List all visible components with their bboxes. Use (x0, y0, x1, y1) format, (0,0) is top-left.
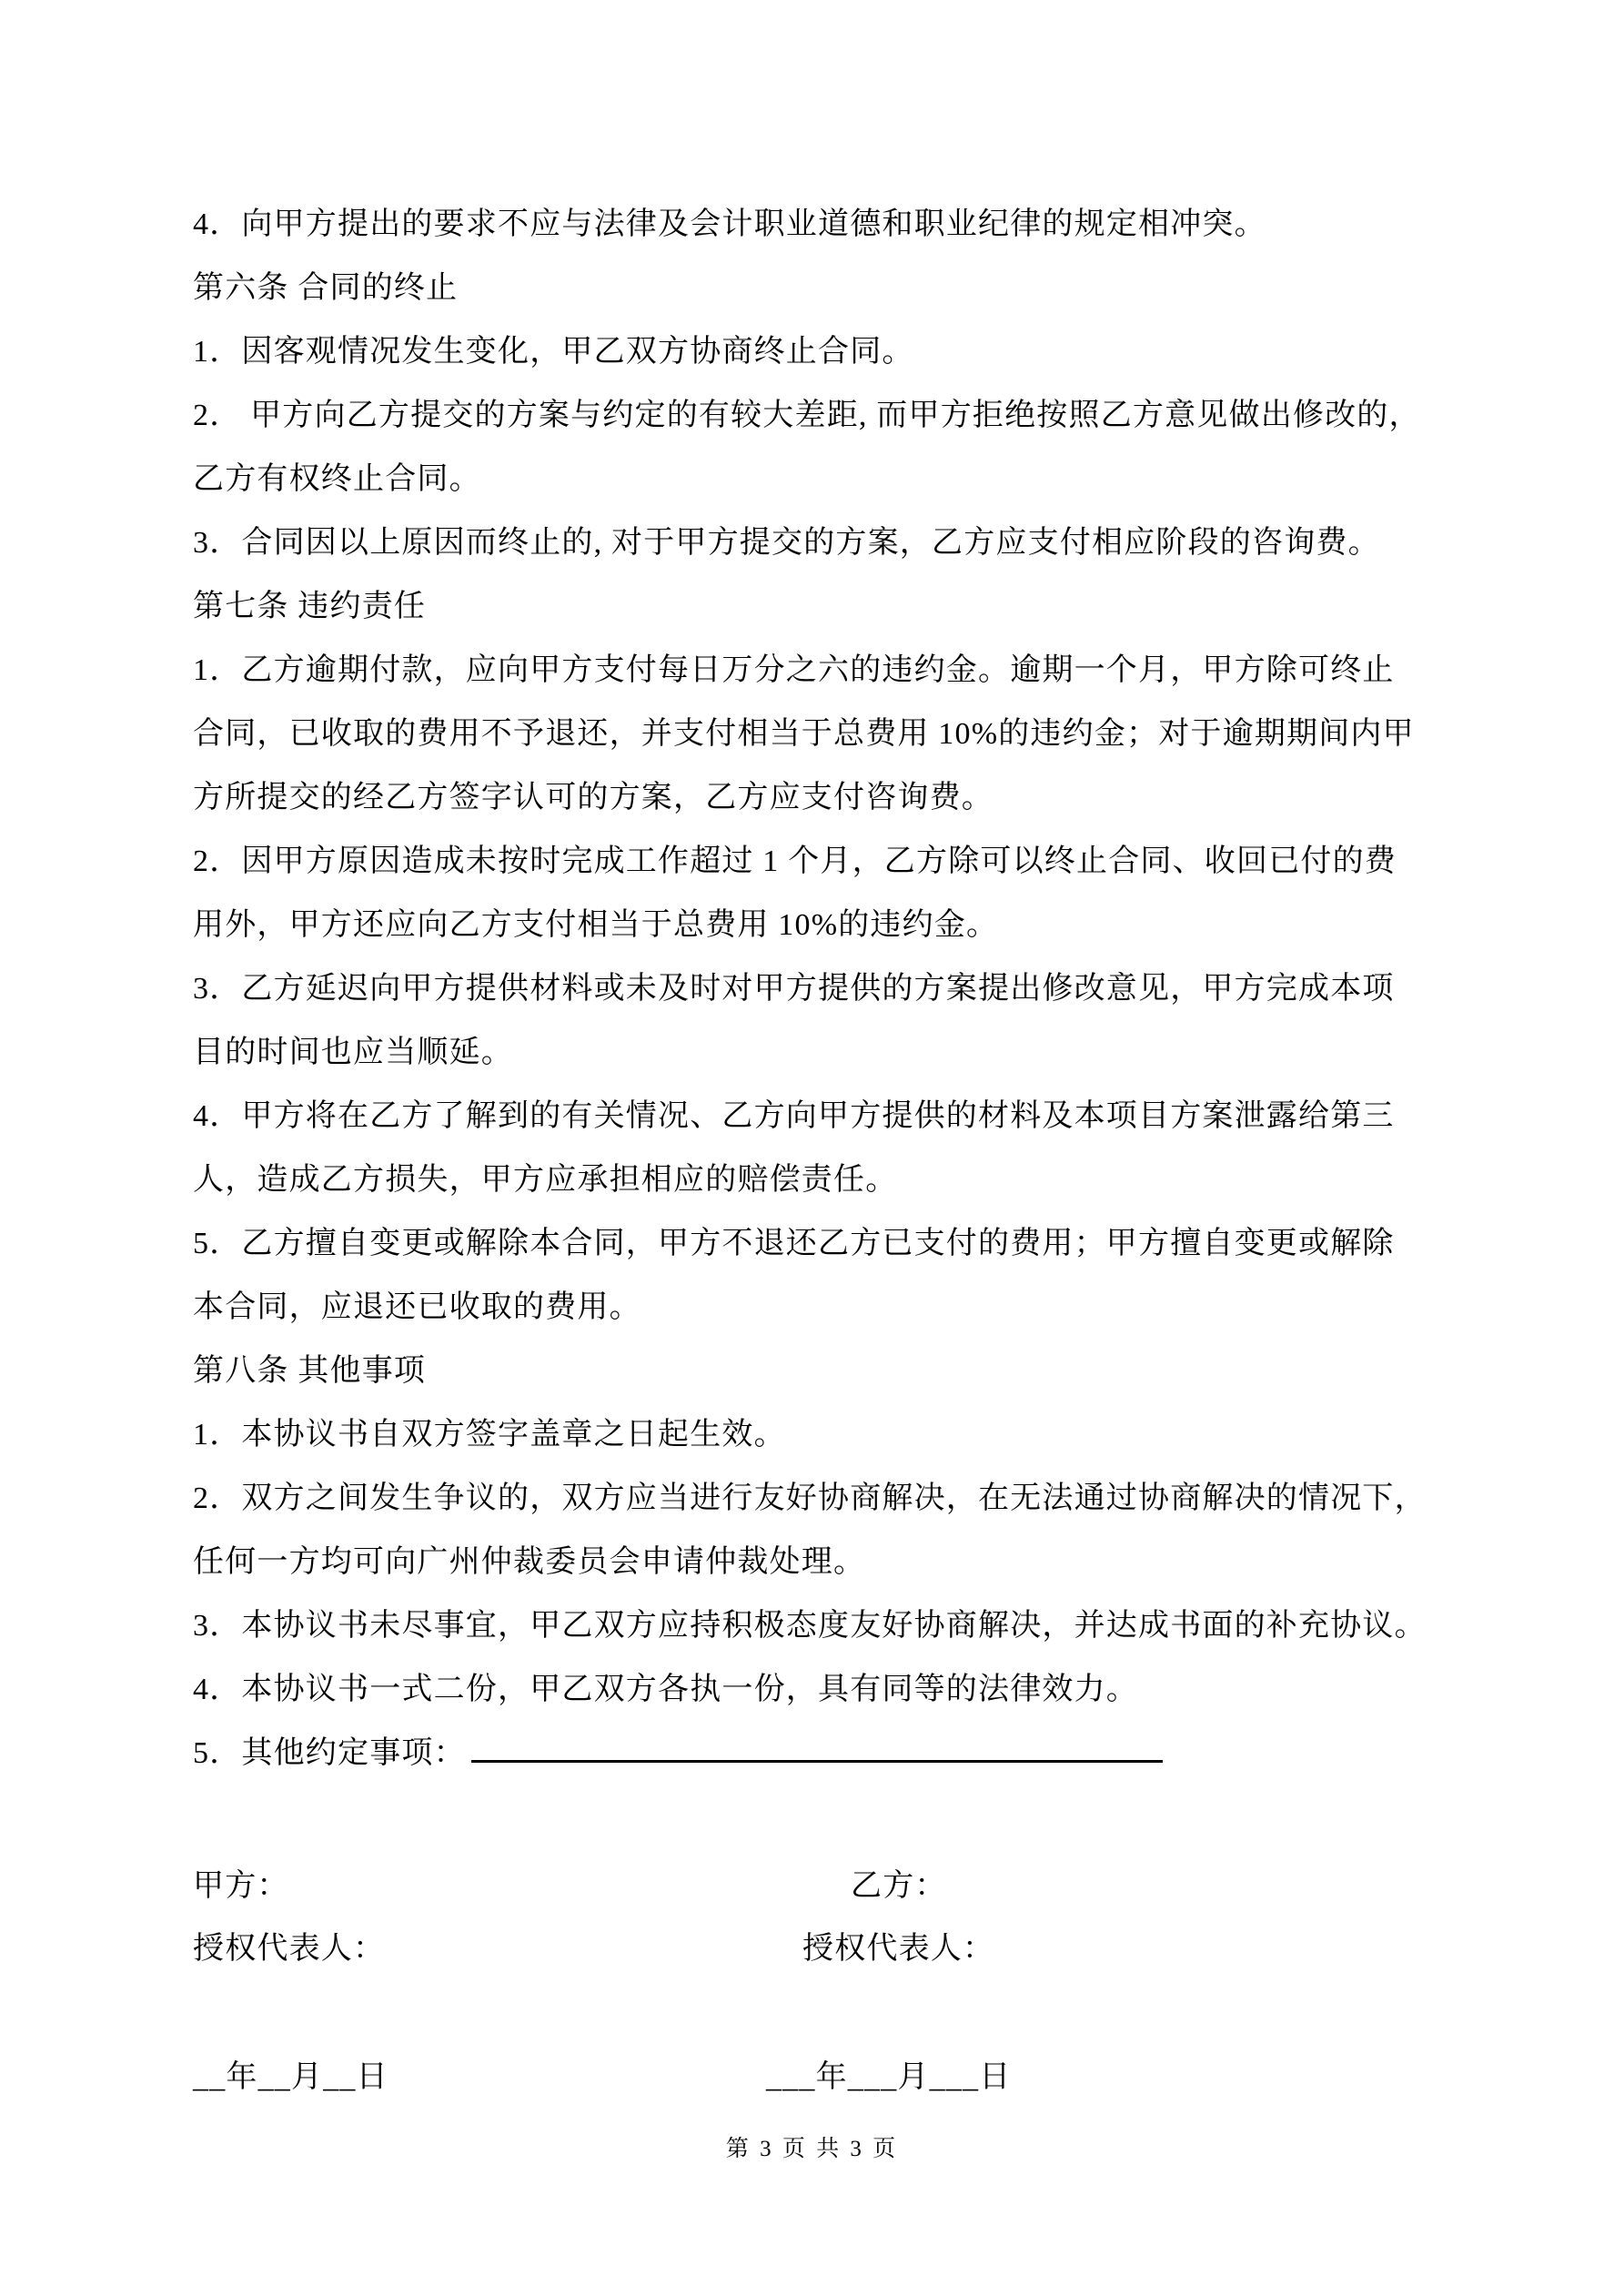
document-line: 3．本协议书未尽事宜，甲乙双方应持积极态度友好协商解决，并达成书面的补充协议。 (193, 1609, 1427, 1643)
other-items-label: 5．其他约定事项： (193, 1736, 466, 1770)
document-line: 2． 甲方向乙方提交的方案与约定的有较大差距, 而甲方拒绝按照乙方意见做出修改的， (193, 399, 1421, 432)
contract-body (193, 193, 1448, 1785)
section-heading-article-6: 第六条 合同的终止 (193, 271, 459, 305)
party-b-label: 乙方： (851, 1869, 947, 1903)
page-number-footer: 第 3 页 共 3 页 (725, 2137, 899, 2161)
document-line: 人，造成乙方损失，甲方应承担相应的赔偿责任。 (193, 1163, 898, 1197)
other-items-blank-line (471, 1731, 1163, 1763)
rep-b-label: 授权代表人： (802, 1932, 995, 1966)
document-line: 1．乙方逾期付款，应向甲方支付每日万分之六的违约金。逾期一个月，甲方除可终止 (193, 653, 1395, 687)
document-line: 3．乙方延迟向甲方提供材料或未及时对甲方提供的方案提出修改意见，甲方完成本项 (193, 972, 1395, 1006)
date-b-blank: ___年___月___日 (766, 2060, 1012, 2094)
party-a-label: 甲方： (193, 1869, 289, 1903)
document-line: 用外，甲方还应向乙方支付相当于总费用 10%的违约金。 (193, 908, 999, 942)
document-line: 方所提交的经乙方签字认可的方案，乙方应支付咨询费。 (193, 781, 994, 814)
document-line: 2．因甲方原因造成未按时完成工作超过 1 个月，乙方除可以终止合同、收回已付的费 (193, 845, 1397, 878)
rep-a-label: 授权代表人： (193, 1932, 386, 1966)
document-line: 3．合同因以上原因而终止的, 对于甲方提交的方案，乙方应支付相应阶段的咨询费。 (193, 526, 1380, 560)
document-line: 4．甲方将在乙方了解到的有关情况、乙方向甲方提供的材料及本项目方案泄露给第三 (193, 1099, 1395, 1133)
document-line: 1．因客观情况发生变化，甲乙双方协商终止合同。 (193, 335, 914, 369)
document-line: 本合同，应退还已收取的费用。 (193, 1290, 641, 1324)
section-heading-article-8: 第八条 其他事项 (193, 1354, 427, 1388)
signature-dates-row (193, 2046, 1448, 2109)
document-line: 1．本协议书自双方签字盖章之日起生效。 (193, 1418, 786, 1451)
document-line: 4．向甲方提出的要求不应与法律及会计职业道德和职业纪律的规定相冲突。 (193, 207, 1266, 241)
document-line: 4．本协议书一式二份，甲乙双方各执一份，具有同等的法律效力。 (193, 1673, 1138, 1706)
section-heading-article-7: 第七条 违约责任 (193, 590, 427, 623)
document-line: 乙方有权终止合同。 (193, 462, 481, 496)
date-a-blank: __年__月__日 (193, 2060, 388, 2094)
document-line: 目的时间也应当顺延。 (193, 1036, 513, 1069)
document-line: 任何一方均可向广州仲裁委员会申请仲裁处理。 (193, 1545, 866, 1579)
signature-parties-row (193, 1855, 1448, 1918)
document-line: 合同，已收取的费用不予退还，并支付相当于总费用 10%的违约金；对于逾期期间内甲 (193, 717, 1415, 751)
document-line: 2．双方之间发生争议的，双方应当进行友好协商解决，在无法通过协商解决的情况下， (193, 1482, 1427, 1515)
signature-representatives-row (193, 1917, 1448, 1981)
document-line: 5．乙方擅自变更或解除本合同，甲方不退还乙方已支付的费用；甲方擅自变更或解除 (193, 1227, 1395, 1260)
other-items-line (193, 1722, 1448, 1785)
